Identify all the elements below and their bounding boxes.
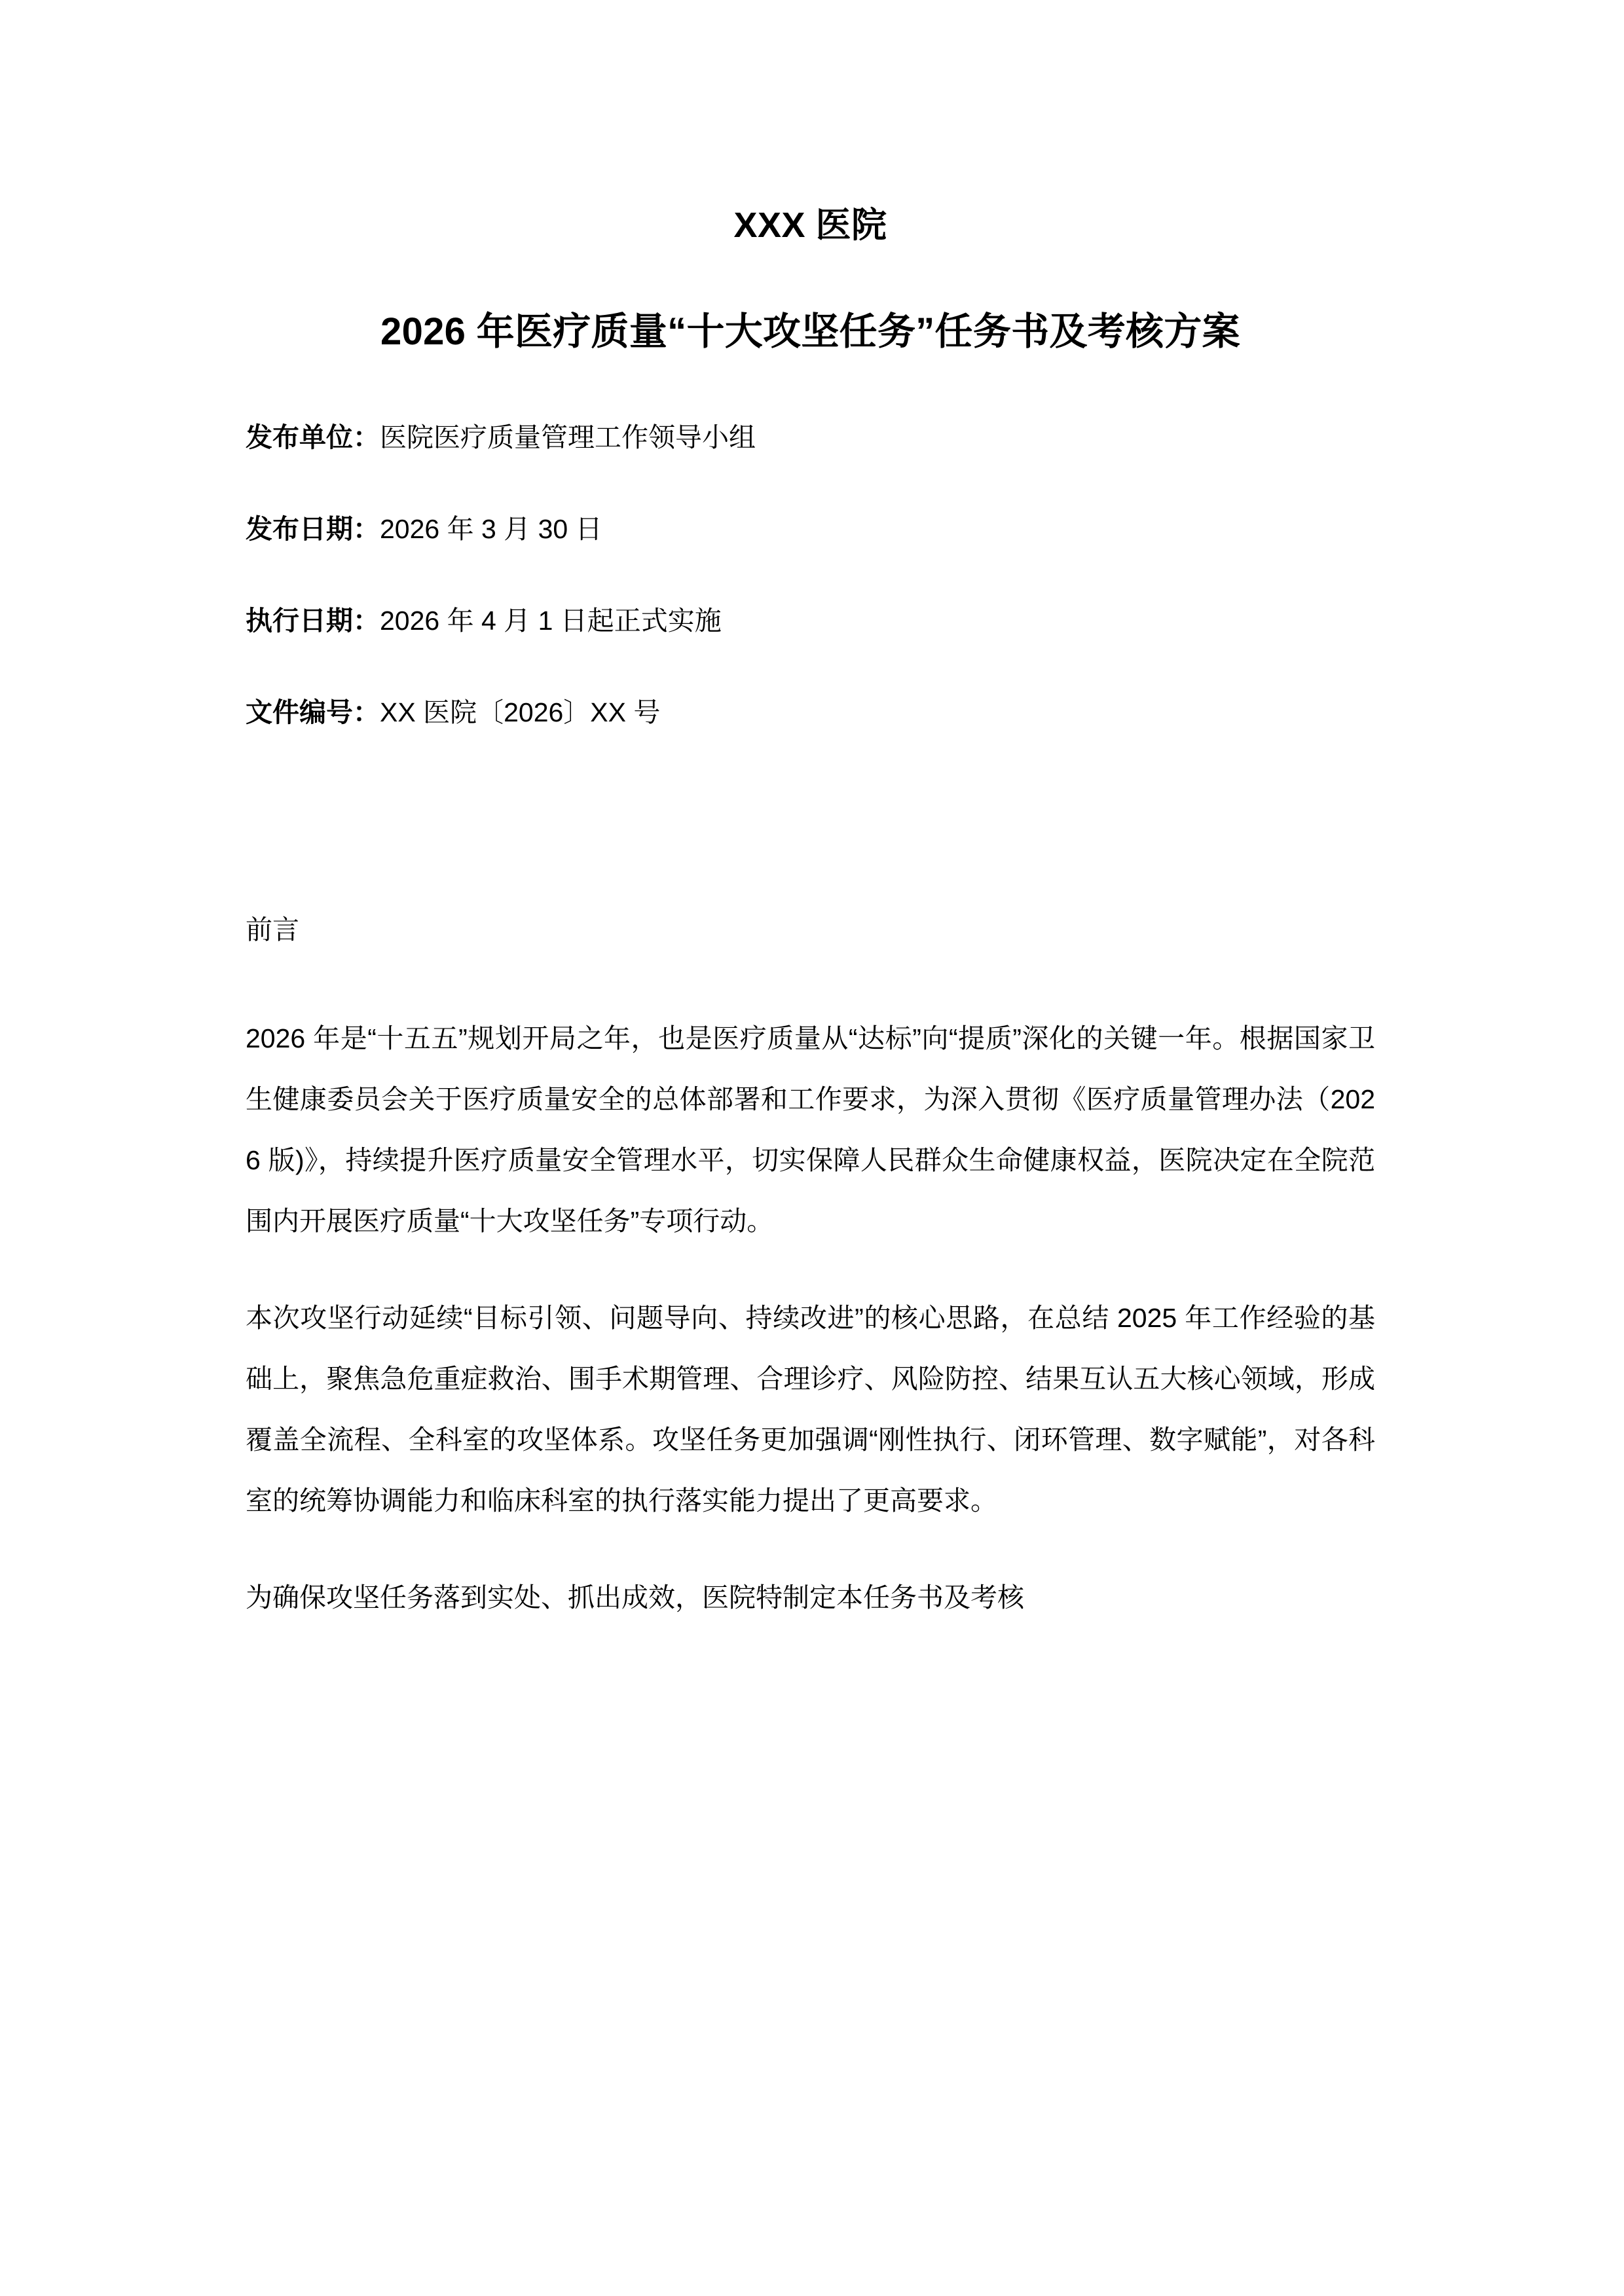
metadata-row-publish-date [246,516,1375,608]
metadata-row-publisher [246,424,1375,516]
metadata-row-document-number [246,699,1375,791]
metadata-label-publisher: 发布单位： [246,422,380,452]
metadata-label-publish-date: 发布日期： [246,514,380,544]
paragraph: 为确保攻坚任务落到实处、抓出成效，医院特制定本任务书及考核 [246,1582,1024,1613]
metadata-value-publisher: 医院医疗质量管理工作领导小组 [380,422,756,452]
metadata-label-effective-date: 执行日期： [246,606,380,636]
metadata-label-document-number: 文件编号： [246,697,380,727]
document-metadata [246,424,1375,791]
paragraph: 2026 年是“十五五”规划开局之年，也是医疗质量从“达标”向“提质”深化的关键一年。根据国家卫生健康委员会关于医疗质量安全的总体部署和工作要求，为深入贯彻《医疗质量管理办法（2026 版)》，持续提升医疗质量安全管理水平，切实保障人民群众生命健康权益，医院决定在全院范围内开展医疗质量“十大攻坚任务”专项行动。 [246,1023,1375,1236]
metadata-value-document-number: XX 医院〔2026〕XX 号 [380,697,661,727]
page-title: XXX 医院 [733,206,887,245]
metadata-value-publish-date: 2026 年 3 月 30 日 [380,514,602,544]
section-heading-preface: 前言 [246,915,299,945]
paragraph: 本次攻坚行动延续“目标引领、问题导向、持续改进”的核心思路，在总结 2025 年工作经验的基础上，聚焦急危重症救治、围手术期管理、合理诊疗、风险防控、结果互认五大核心领域，形成覆盖全流程、全科室的攻坚体系。攻坚任务更加强调“刚性执行、闭环管理、数字赋能”，对各科室的统筹协调能力和临床科室的执行落实能力提出了更高要求。 [246,1303,1375,1516]
metadata-row-effective-date [246,608,1375,699]
preface-body [246,1008,1375,1628]
document-subtitle: 2026 年医疗质量“十大攻坚任务”任务书及考核方案 [380,310,1240,353]
metadata-value-effective-date: 2026 年 4 月 1 日起正式实施 [380,606,722,636]
